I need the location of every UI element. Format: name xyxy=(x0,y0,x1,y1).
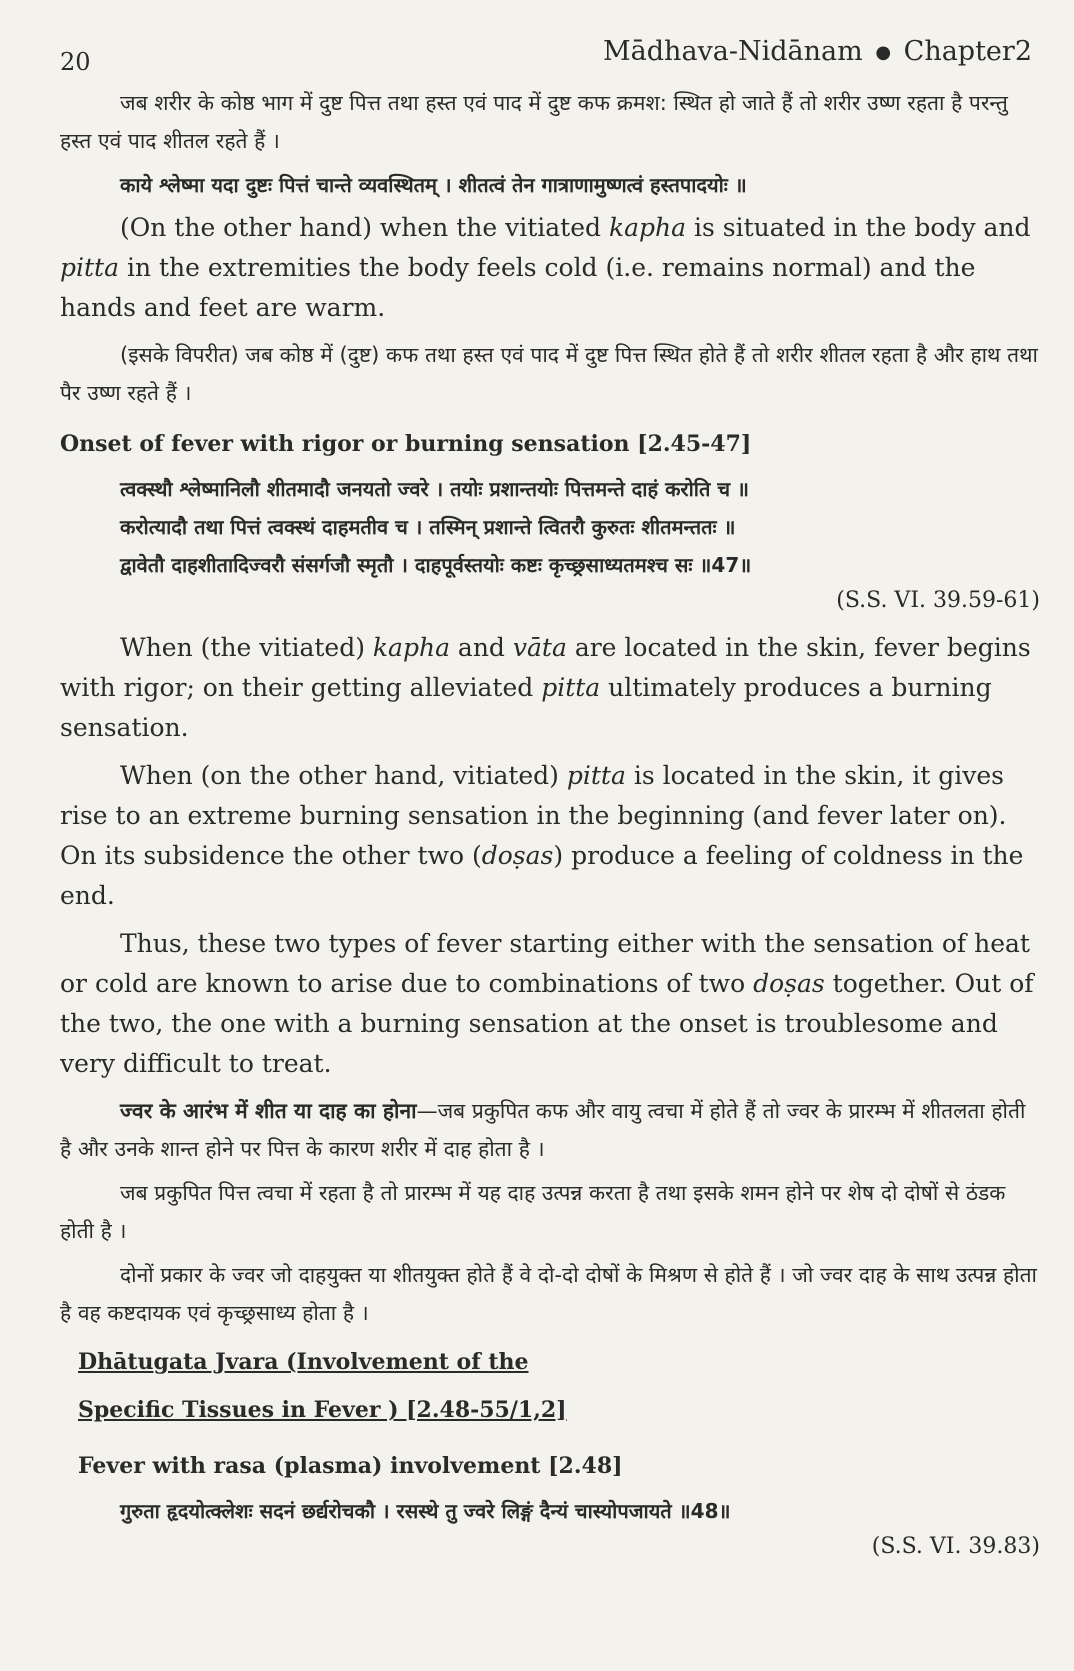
chapter-label: Chapter2 xyxy=(903,36,1032,67)
section-heading-dhatugata-1: Dhātugata Jvara (Involvement of the xyxy=(78,1349,529,1375)
sanskrit-verse-3: गुरुता हृदयोत्क्लेशः सदनं छर्द्यरोचकौ । रसस्थे तु ज्वरे लिङ्गं दैन्यं चास्योपजायते ॥48॥ xyxy=(120,1499,731,1523)
page-header xyxy=(60,36,1040,84)
sanskrit-verse-2-line-3: द्वावेतौ दाहशीतादिज्वरौ संसर्गजौ स्मृतौ । दाहपूर्वस्तयोः कष्टः कृच्छ्रसाध्यतमश्च सः ॥47॥ xyxy=(120,553,752,577)
separator-dot: ● xyxy=(875,42,892,63)
running-title: Mādhava-Nidānam xyxy=(603,36,863,67)
verse-reference-1: (S.S. VI. 39.59-61) xyxy=(836,588,1040,613)
hindi-paragraph-4: जब प्रकुपित पित्त त्वचा में रहता है तो प्रारम्भ में यह दाह उत्पन्न करता है तथा इसके शमन होने पर शेष दो दोषों से ठंडक होती है । xyxy=(60,1181,1006,1243)
hindi-bold-lead: ज्वर के आरंभ में शीत या दाह का होना xyxy=(120,1099,417,1123)
subheading-rasa: Fever with rasa (plasma) involvement [2.48] xyxy=(78,1453,623,1479)
page-number: 20 xyxy=(60,48,91,76)
english-paragraph-1: (On the other hand) when the vitiated kapha is situated in the body and pitta in the extremities the body feels cold (i.e. remains normal) and the hands and feet are warm. xyxy=(60,213,1031,322)
hindi-paragraph-1: जब शरीर के कोष्ठ भाग में दुष्ट पित्त तथा हस्त एवं पाद में दुष्ट कफ क्रमश: स्थित हो जाते हैं तो शरीर उष्ण रहता है परन्तु हस्त एवं पाद शीतल रहते हैं । xyxy=(60,91,1008,153)
english-paragraph-2: When (the vitiated) kapha and vāta are located in the skin, fever begins with rigor; on their getting alleviated pitta ultimately produces a burning sensation. xyxy=(60,633,1031,742)
section-heading-onset: Onset of fever with rigor or burning sensation [2.45-47] xyxy=(60,431,752,457)
sanskrit-verse-2-line-2: करोत्यादौ तथा पित्तं त्वक्स्थं दाहमतीव च । तस्मिन् प्रशान्ते त्वितरौ कुरुतः शीतमन्ततः ॥ xyxy=(120,515,736,539)
english-paragraph-3: When (on the other hand, vitiated) pitta is located in the skin, it gives rise to an extreme burning sensation in the beginning (and fever later on). On its subsidence the other two (doṣas) produce a feeling of coldness in the end. xyxy=(60,761,1024,910)
hindi-paragraph-2: (इसके विपरीत) जब कोष्ठ में (दुष्ट) कफ तथा हस्त एवं पाद में दुष्ट पित्त स्थित होते हैं तो शरीर शीतल रहता है और हाथ तथा पैर उष्ण रहते हैं । xyxy=(60,343,1038,405)
verse-reference-2: (S.S. VI. 39.83) xyxy=(871,1534,1040,1559)
section-heading-dhatugata-2: Specific Tissues in Fever ) [2.48-55/1,2] xyxy=(78,1397,567,1423)
hindi-paragraph-5: दोनों प्रकार के ज्वर जो दाहयुक्त या शीतयुक्त होते हैं वे दो-दो दोषों के मिश्रण से होते हैं । जो ज्वर दाह के साथ उत्पन्न होता है वह कष्टदायक एवं कृच्छ्रसाध्य होता है । xyxy=(60,1263,1037,1325)
sanskrit-verse-1: काये श्लेष्मा यदा दुष्टः पित्तं चान्ते व्यवस्थितम् । शीतत्वं तेन गात्राणामुष्णत्वं हस्तपादयोः ॥ xyxy=(120,173,747,197)
running-head xyxy=(603,36,1032,67)
sanskrit-verse-2-line-1: त्वक्स्थौ श्लेष्मानिलौ शीतमादौ जनयतो ज्वरे । तयोः प्रशान्तयोः पित्तमन्ते दाहं करोति च ॥ xyxy=(120,477,749,501)
english-paragraph-4: Thus, these two types of fever starting either with the sensation of heat or cold are known to arise due to combinations of two doṣas together. Out of the two, the one with a burning sensation at the onset is troublesome and very difficult to treat. xyxy=(60,929,1034,1078)
hindi-paragraph-3: ज्वर के आरंभ में शीत या दाह का होना—जब प्रकुपित कफ और वायु त्वचा में होते हैं तो ज्वर के प्रारम्भ में शीतलता होती है और उनके शान्त होने पर पित्त के कारण शरीर में दाह होता है । xyxy=(60,1099,1026,1161)
